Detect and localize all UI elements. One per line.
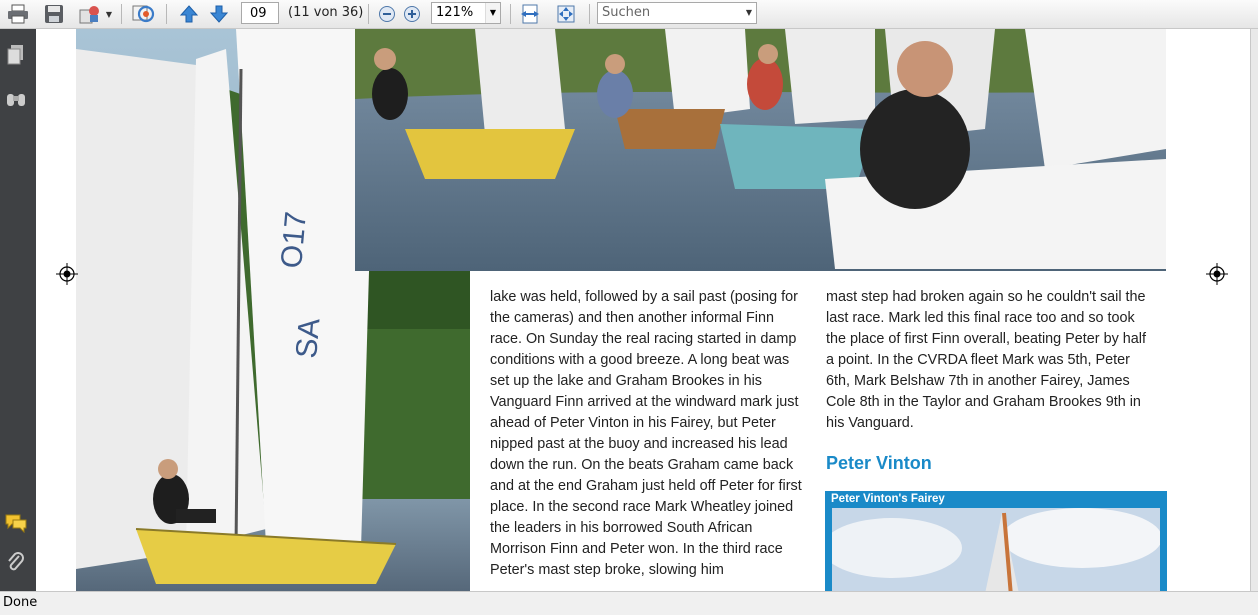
photo-box — [825, 491, 1167, 591]
article-text-right: mast step had broken again so he couldn't sail the last race. Mark led this final race too and so took the place of first Finn overall, beating Peter by half a point. In the CVRDA fleet Mark was 5th, Peter 6th, Mark Belshaw 7th in another Fairey, James Cole 8th in the Taylor and Graham Brookes 9th in his Vanguard. — [826, 289, 1146, 431]
svg-text:SA: SA — [290, 316, 327, 360]
zoom-level-select[interactable] — [431, 2, 501, 24]
search-placeholder: Suchen — [602, 5, 651, 20]
toolbar-divider — [121, 4, 122, 24]
chevron-down-icon[interactable]: ▼ — [745, 8, 753, 17]
toolbar-divider — [510, 4, 511, 24]
toolbar-divider — [589, 4, 590, 24]
fit-page-icon[interactable] — [554, 3, 578, 25]
zoom-in-icon[interactable] — [400, 3, 424, 25]
print-icon[interactable] — [6, 3, 30, 25]
section-heading: Peter Vinton — [826, 453, 932, 473]
article-column-left — [490, 287, 806, 591]
document-viewer[interactable] — [36, 29, 1250, 591]
sailing-photo-top — [355, 29, 1166, 271]
attachment-icon[interactable] — [3, 551, 29, 575]
prev-page-icon[interactable] — [177, 3, 201, 25]
zoom-out-icon[interactable] — [375, 3, 399, 25]
registration-mark-icon — [56, 263, 78, 285]
toolbar-divider — [166, 4, 167, 24]
page-number-input[interactable]: 09 — [241, 2, 279, 24]
page-count: (11 von 36) — [288, 5, 364, 20]
article-text-left: lake was held, followed by a sail past (posing for the cameras) and then another informal Finn race. On Sunday the real racing started in damp conditions with a good breeze. A long beat was set up the lake and Graham Brookes in his Vanguard Finn arrived at the windward mark just ahead of Peter Vinton in his Fairey, but Peter nipped past at the buoy and increased his lead down the run. On the beats Graham came back and at the end Graham just held off Peter for first place. In the second race Mark Wheatley joined the leaders in his borrowed South African Morrison Finn and Peter won. In the third race Peter's mast step broke, slowing him — [490, 289, 802, 578]
vertical-scrollbar[interactable] — [1250, 29, 1258, 591]
svg-text:O17: O17 — [275, 210, 313, 270]
photo-caption: Peter Vinton's Fairey — [825, 491, 953, 507]
status-text: Done — [3, 595, 38, 610]
share-dropdown-icon[interactable]: ▼ — [105, 9, 113, 19]
status-bar — [0, 591, 1258, 615]
fit-width-icon[interactable] — [518, 3, 542, 25]
toolbar-divider — [368, 4, 369, 24]
pages-icon[interactable] — [3, 43, 29, 67]
search-input[interactable] — [597, 2, 757, 24]
binoculars-icon[interactable] — [3, 87, 29, 111]
article-column-right — [826, 287, 1148, 434]
save-icon[interactable] — [42, 3, 66, 25]
next-page-icon[interactable] — [207, 3, 231, 25]
navigation-panel — [0, 29, 36, 591]
zoom-level-value: 121% — [436, 5, 474, 20]
layers-icon[interactable] — [131, 3, 155, 25]
chevron-down-icon[interactable]: ▼ — [485, 3, 500, 23]
share-icon[interactable] — [78, 3, 102, 25]
fairey-photo — [832, 508, 1160, 591]
comments-icon[interactable] — [3, 511, 29, 535]
toolbar — [0, 0, 1258, 29]
registration-mark-icon — [1206, 263, 1228, 285]
